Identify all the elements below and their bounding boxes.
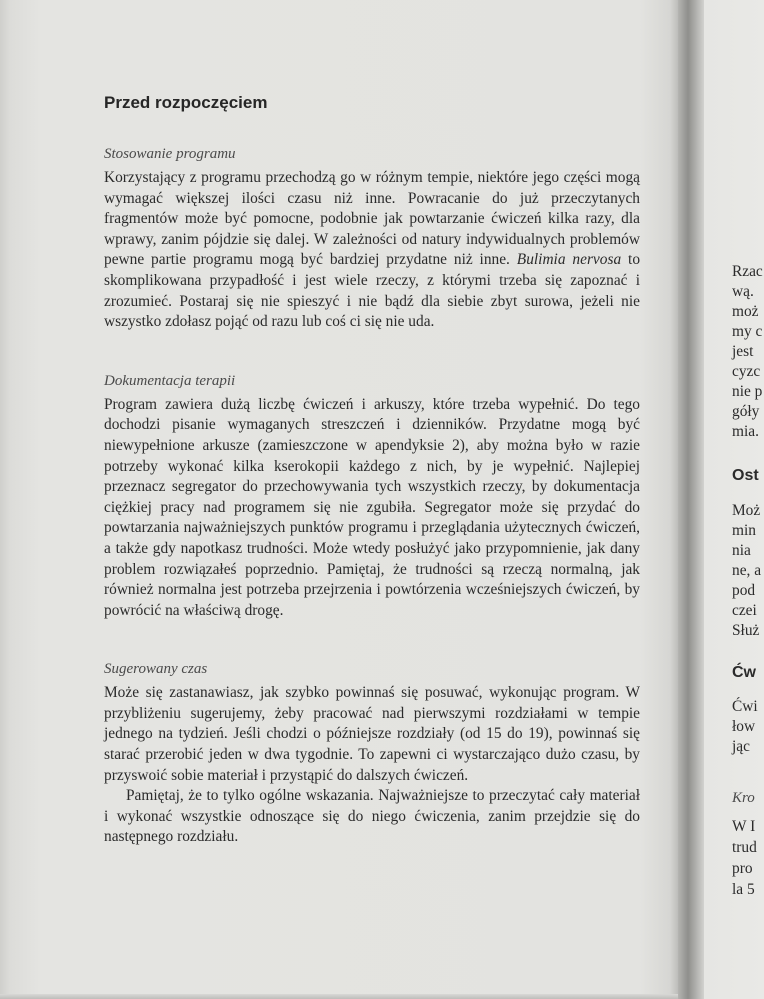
section-paragraph: Może się zastanawiasz, jak szybko powinnaś się posuwać, wykonując program. W przybliżeniu sugerujemy, żeby pracować nad pierwszymi rozdziałami w tempie jednego na tydzień. Jeśli chodzi o późniejsze rozdziały (od 15 do 19), powinnaś się starać przerobić jeden w dwa tygodnie. To zapewni ci wystarczająco dużo czasu, by przyswoić sobie materiał i przystąpić do dalszych ćwiczeń.	[104, 684, 640, 784]
chapter-title: Przed rozpoczęciem	[104, 93, 268, 112]
fragment-line: ne, a	[732, 562, 762, 579]
fragment-line: Rzac	[732, 263, 763, 280]
fragment-line: Moż	[732, 502, 761, 519]
paragraph-text: Korzystający z programu przechodzą go w różnym tempie, niektóre jego części mogą wymagać większej ilości czasu niż inne. Powracanie do już przeczytanych fragmentów może być pomocne, podobnie jak powtarzanie ćwiczeń kilka razy, dla wprawy, zanim pójdzie się dalej. W zależności od natury indywidualnych problemów pewne partie programu mogą być bardziej przydatne niż inne.	[104, 169, 640, 269]
fragment-line: góły	[732, 403, 760, 420]
fragment-line: wą.	[732, 283, 754, 300]
fragment-italic-heading: Kro	[732, 790, 755, 806]
fragment-line: jest	[732, 343, 754, 360]
fragment-line: my c	[732, 323, 763, 340]
fragment-line: nia	[732, 542, 751, 559]
section-title: Stosowanie programu	[104, 146, 236, 162]
section-dokumentacja-terapii	[104, 371, 640, 622]
fragment-line: cyzc	[732, 363, 761, 380]
page-bottom-edge	[0, 994, 678, 999]
fragment-line: mia.	[732, 423, 759, 440]
section-title: Sugerowany czas	[104, 661, 208, 678]
fragment-line: pro	[732, 860, 753, 877]
fragment-line: W I	[732, 818, 756, 835]
page-content	[104, 92, 640, 848]
fragment-line: jąc	[732, 738, 750, 755]
fragment-heading: Ćw	[732, 664, 756, 681]
right-page	[704, 0, 764, 999]
fragment-line: Służ	[732, 622, 760, 639]
fragment-line: Ćwi	[732, 698, 758, 715]
fragment-line: łow	[732, 718, 756, 735]
fragment-line: min	[732, 522, 756, 539]
italic-term: Bulimia nervosa	[516, 251, 622, 269]
fragment-heading: Ost	[732, 467, 759, 484]
section-paragraph: Pamiętaj, że to tylko ogólne wskazania. Najważniejsze to przeczytać cały materiał i wykonać wszystkie odnoszące się do niego ćwiczenia, zanim przejdzie się do następnego rozdziału.	[104, 787, 640, 846]
fragment-line: czei	[732, 602, 757, 619]
fragment-line: trud	[732, 839, 757, 856]
paragraph-text: to skomplikowana przypadłość i jest wiele rzeczy, z którymi trzeba się zapoznać i zrozumieć. Postaraj się nie spieszyć i nie bądź dla siebie zbyt surowa, jeżeli nie wszystko zdołasz pojąć od razu lub coś ci się nie uda.	[104, 251, 641, 331]
fragment-line: la 5	[732, 881, 755, 898]
fragment-line: nie p	[732, 383, 763, 400]
book-gutter	[678, 0, 704, 999]
section-paragraph	[104, 168, 640, 333]
section-stosowanie-programu	[104, 144, 640, 333]
section-title: Dokumentacja terapii	[104, 372, 236, 389]
fragment-line: moż	[732, 303, 759, 320]
section-paragraph: Program zawiera dużą liczbę ćwiczeń i arkuszy, które trzeba wypełnić. Do tego dochodzi pisanie wymaganych streszczeń i dzienników. Przydatne mogą być niewypełnione arkusze (zamieszczone w apendyksie 2), aby można było w razie potrzeby wykonać kilka kserokopii każdego z nich, by je wypełnić. Najlepiej przeznacz segregator do przechowywania tych wszystkich rzeczy, by dokumentacja ciężkiej pracy nad programem się nie zgubiła. Segregator może się przydać do powtarzania najważniejszych punktów programu i przeglądania użytecznych ćwiczeń, a także gdy napotkasz trudności. Może wtedy posłużyć jako przypomnienie, jak dany problem rozwiązałeś poprzednio. Pamiętaj, że trudności są rzeczą normalną, jak również normalna jest potrzeba przejrzenia i powtórzenia wcześniejszych ćwiczeń, by powrócić na właściwą drogę.	[104, 395, 640, 619]
section-sugerowany-czas	[104, 659, 640, 848]
fragment-line: pod	[732, 582, 756, 599]
